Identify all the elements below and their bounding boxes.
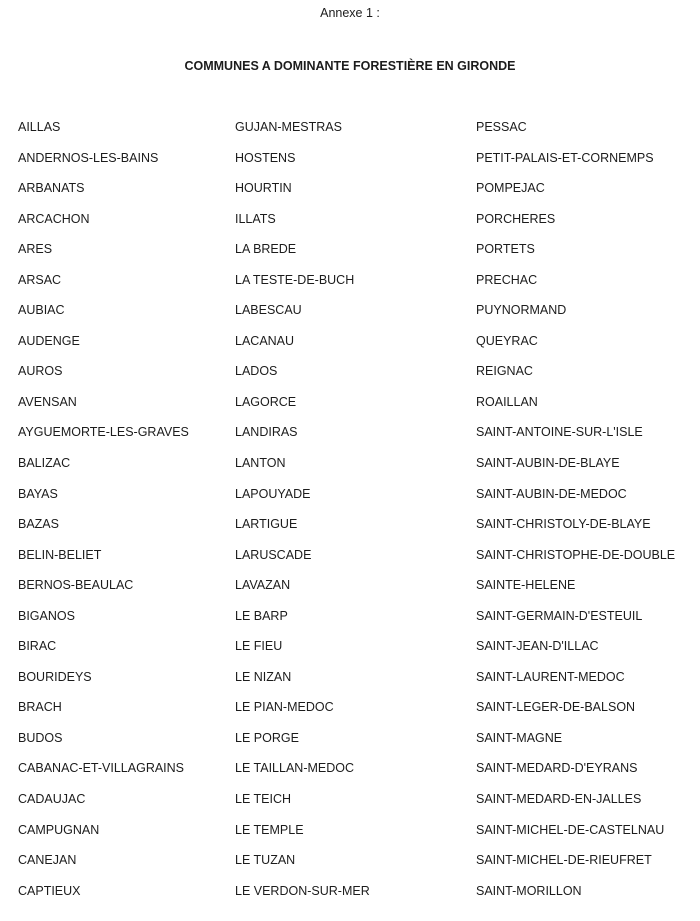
commune-item: AUROS (18, 364, 63, 379)
commune-item: AILLAS (18, 120, 61, 134)
commune-item: LE NIZAN (235, 669, 292, 684)
commune-item: LAGORCE (235, 394, 297, 409)
commune-item: SAINT-MEDARD-D'EYRANS (476, 761, 638, 776)
commune-item: LACANAU (235, 333, 295, 348)
commune-item: SAINT-MICHEL-DE-CASTELNAU (476, 822, 665, 837)
commune-item: SAINT-CHRISTOPHE-DE-DOUBLE (476, 547, 676, 562)
commune-item: LE PIAN-MEDOC (235, 700, 334, 715)
commune-item: BUDOS (18, 730, 63, 745)
commune-item: BAYAS (18, 486, 58, 501)
commune-item: SAINT-GERMAIN-D'ESTEUIL (476, 608, 643, 623)
commune-item: LE TUZAN (235, 853, 296, 868)
commune-item: BIRAC (18, 639, 57, 654)
commune-column-1 (18, 118, 189, 912)
commune-item: BRACH (18, 700, 62, 715)
commune-item: LANDIRAS (235, 425, 298, 440)
commune-item: LABESCAU (235, 303, 302, 318)
commune-item: AYGUEMORTE-LES-GRAVES (18, 425, 189, 440)
commune-item: AVENSAN (18, 394, 77, 409)
commune-item: SAINT-MAGNE (476, 730, 563, 745)
commune-column-3 (476, 118, 675, 912)
commune-item: GUJAN-MESTRAS (235, 120, 342, 134)
commune-item: HOURTIN (235, 181, 292, 196)
commune-item: LA BREDE (235, 242, 297, 257)
commune-item: BIGANOS (18, 608, 75, 623)
commune-item: LANTON (235, 456, 286, 471)
commune-item: ARBANATS (18, 181, 85, 196)
commune-item: BOURIDEYS (18, 669, 92, 684)
commune-item: CAMPUGNAN (18, 822, 100, 837)
commune-item: BALIZAC (18, 456, 71, 471)
commune-item: CANEJAN (18, 853, 77, 868)
commune-item: SAINT-JEAN-D'ILLAC (476, 639, 599, 654)
commune-item: AUBIAC (18, 303, 65, 318)
commune-item: CABANAC-ET-VILLAGRAINS (18, 761, 185, 776)
commune-item: SAINT-MEDARD-EN-JALLES (476, 792, 642, 807)
commune-item: SAINT-MORILLON (476, 883, 582, 898)
commune-item: BERNOS-BEAULAC (18, 578, 134, 593)
commune-item: LE TAILLAN-MEDOC (235, 761, 355, 776)
commune-item: SAINT-ANTOINE-SUR-L'ISLE (476, 425, 643, 440)
commune-item: LE BARP (235, 608, 288, 623)
commune-item: PUYNORMAND (476, 303, 567, 318)
annex-label: Annexe 1 : (320, 6, 380, 20)
commune-item: SAINT-AUBIN-DE-MEDOC (476, 486, 627, 501)
commune-item: SAINTE-HELENE (476, 578, 576, 593)
commune-item: LARUSCADE (235, 547, 312, 562)
commune-item: LE TEICH (235, 792, 292, 807)
commune-item: LAVAZAN (235, 578, 291, 593)
document-title: COMMUNES A DOMINANTE FORESTIÈRE EN GIRONDE (184, 59, 516, 73)
commune-item: QUEYRAC (476, 333, 538, 348)
commune-item: LADOS (235, 364, 278, 379)
commune-item: CAPTIEUX (18, 883, 81, 898)
commune-item: SAINT-CHRISTOLY-DE-BLAYE (476, 517, 651, 532)
commune-item: ANDERNOS-LES-BAINS (18, 150, 159, 165)
commune-item: PESSAC (476, 120, 527, 134)
commune-item: LARTIGUE (235, 517, 298, 532)
commune-item: PORTETS (476, 242, 535, 257)
commune-item: PRECHAC (476, 272, 538, 287)
commune-item: SAINT-LAURENT-MEDOC (476, 669, 625, 684)
commune-item: SAINT-AUBIN-DE-BLAYE (476, 456, 620, 471)
commune-item: HOSTENS (235, 150, 296, 165)
commune-item: REIGNAC (476, 364, 533, 379)
commune-item: ARSAC (18, 272, 62, 287)
commune-column-2 (235, 118, 370, 912)
commune-item: SAINT-MICHEL-DE-RIEUFRET (476, 853, 652, 868)
commune-item: LE PORGE (235, 730, 299, 745)
commune-item: SAINT-LEGER-DE-BALSON (476, 700, 636, 715)
commune-item: ROAILLAN (476, 394, 538, 409)
commune-item: LE VERDON-SUR-MER (235, 883, 370, 898)
commune-item: POMPEJAC (476, 181, 545, 196)
commune-item: PETIT-PALAIS-ET-CORNEMPS (476, 150, 654, 165)
commune-item: ILLATS (235, 211, 276, 226)
commune-item: ARES (18, 242, 53, 257)
commune-item: LE TEMPLE (235, 822, 304, 837)
commune-item: ARCACHON (18, 211, 90, 226)
commune-item: PORCHERES (476, 211, 556, 226)
commune-item: LE FIEU (235, 639, 283, 654)
commune-item: AUDENGE (18, 333, 80, 348)
commune-item: LA TESTE-DE-BUCH (235, 272, 355, 287)
commune-item: BAZAS (18, 517, 59, 532)
commune-item: BELIN-BELIET (18, 547, 102, 562)
commune-item: CADAUJAC (18, 792, 86, 807)
commune-item: LAPOUYADE (235, 486, 311, 501)
